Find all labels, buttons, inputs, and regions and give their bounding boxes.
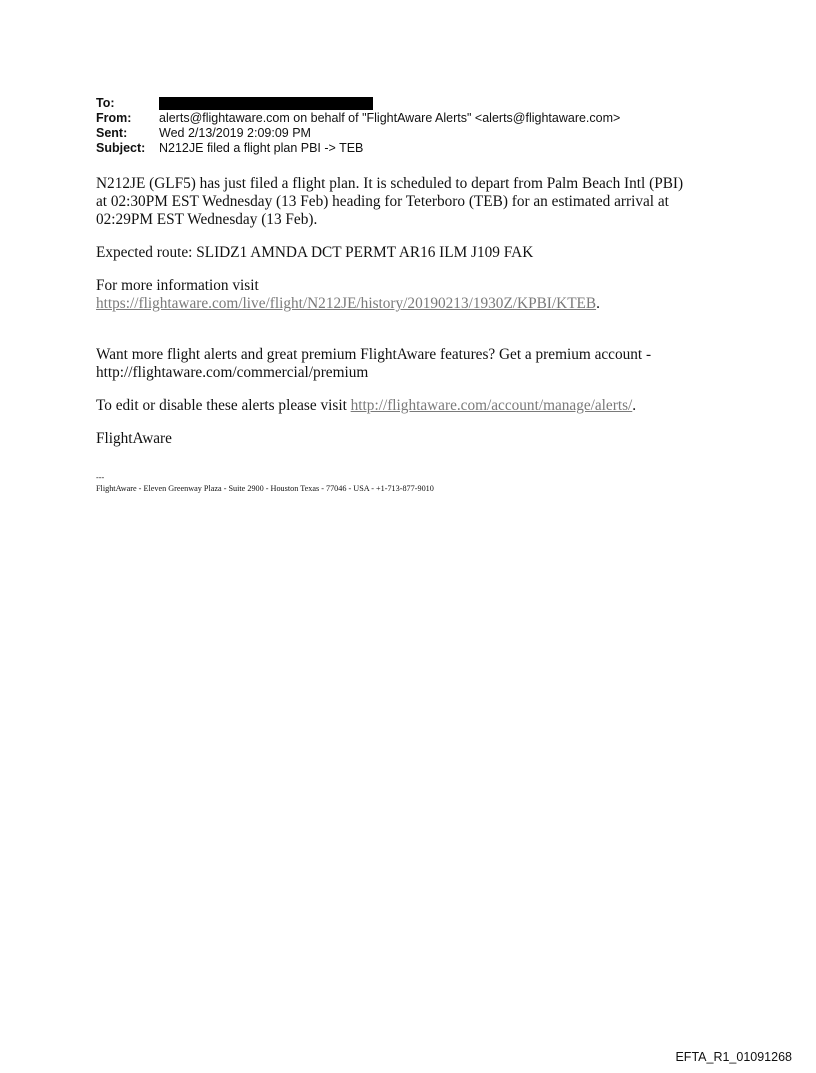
more-info-period: .	[596, 295, 600, 312]
para1-line2: at 02:30PM EST Wednesday (13 Feb) heading for Teterboro (TEB) for an estimated arrival at	[96, 193, 669, 210]
sent-row	[96, 126, 620, 141]
edit-alerts-period: .	[632, 397, 637, 414]
sent-value: Wed 2/13/2019 2:09:09 PM	[159, 126, 311, 140]
signature: FlightAware	[96, 430, 172, 447]
footer-dashes: ---	[96, 473, 105, 482]
para1-line1: N212JE (GLF5) has just filed a flight plan. It is scheduled to depart from Palm Beach Intl (PBI)	[96, 175, 684, 192]
premium-line2: http://flightaware.com/commercial/premium	[96, 364, 369, 381]
redacted-recipient	[159, 97, 373, 110]
document-id: EFTA_R1_01091268	[675, 1050, 792, 1064]
manage-alerts-link[interactable]: http://flightaware.com/account/manage/alerts/	[350, 397, 633, 414]
sent-label: Sent:	[96, 126, 128, 140]
email-body	[96, 175, 736, 448]
from-row	[96, 111, 620, 126]
footer-address: FlightAware - Eleven Greenway Plaza - Suite 2900 - Houston Texas - 77046 - USA - +1-713-877-9010	[96, 484, 434, 493]
from-value: alerts@flightaware.com on behalf of "FlightAware Alerts" <alerts@flightaware.com>	[159, 111, 621, 125]
premium-paragraph	[96, 346, 736, 382]
more-info-text: For more information visit	[96, 277, 259, 294]
para1-line3: 02:29PM EST Wednesday (13 Feb).	[96, 211, 318, 228]
more-info-paragraph	[96, 277, 736, 313]
subject-row	[96, 141, 620, 156]
edit-alerts-paragraph	[96, 397, 736, 415]
from-label: From:	[96, 111, 132, 125]
email-header	[96, 96, 620, 156]
expected-route: Expected route: SLIDZ1 AMNDA DCT PERMT AR16 ILM J109 FAK	[96, 244, 534, 261]
edit-alerts-text: To edit or disable these alerts please visit	[96, 397, 351, 414]
subject-value: N212JE filed a flight plan PBI -> TEB	[159, 141, 364, 155]
subject-label: Subject:	[96, 141, 146, 155]
to-label: To:	[96, 96, 115, 110]
flight-plan-paragraph	[96, 175, 736, 229]
flight-history-link[interactable]: https://flightaware.com/live/flight/N212JE/history/20190213/1930Z/KPBI/KTEB	[96, 295, 597, 312]
email-footer	[96, 472, 434, 494]
to-row	[96, 96, 620, 111]
premium-line1: Want more flight alerts and great premium FlightAware features? Get a premium account -	[96, 346, 652, 363]
